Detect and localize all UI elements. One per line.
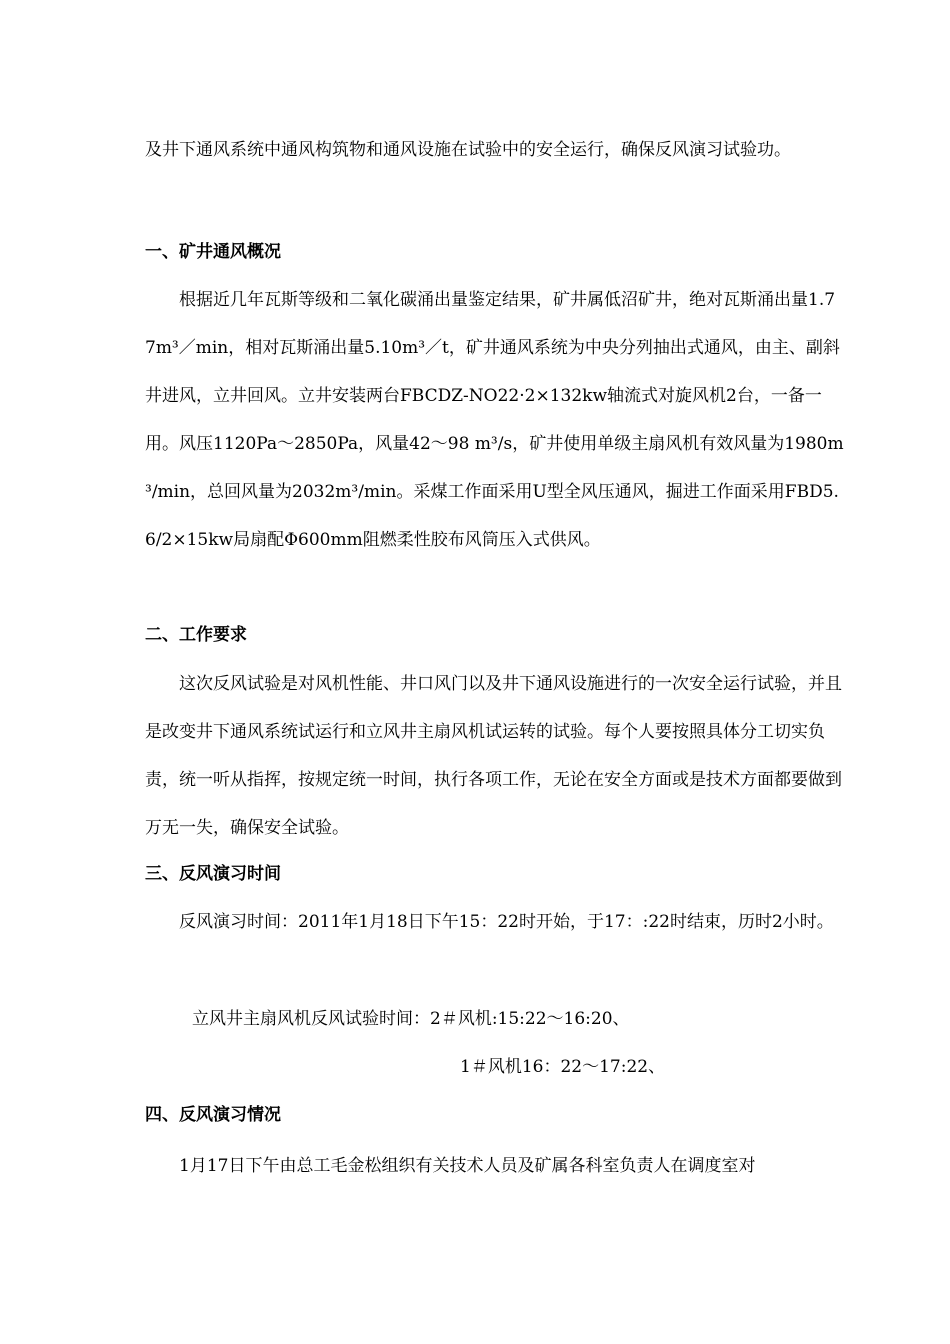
schedule-line-fan-1: 1＃风机16：22～17:22、 [460,1057,666,1077]
section-4-body: 1月17日下午由总工毛金松组织有关技术人员及矿属各科室负责人在调度室对 [179,1156,756,1176]
section-3-body: 反风演习时间：2011年1月18日下午15：22时开始，于17：:22时结束，历时2小时。 [179,912,834,932]
section-2-body: 这次反风试验是对风机性能、井口风门以及井下通风设施进行的一次安全运行试验，并且是改变井下通风系统试运行和立风井主扇风机试运转的试验。每个人要按照具体分工切实负责，统一听从指挥，按规定统一时间，执行各项工作，无论在安全方面或是技术方面都要做到万无一失，确保安全试验。 [145,674,842,838]
section-3-heading: 三、反风演习时间 [145,864,281,884]
section-1-heading: 一、矿井通风概况 [145,242,281,262]
section-2-heading: 二、工作要求 [145,625,247,645]
intro-paragraph: 及井下通风系统中通风构筑物和通风设施在试验中的安全运行，确保反风演习试验功。 [145,140,791,160]
schedule-line-fan-2: 立风井主扇风机反风试验时间：2＃风机:15:22～16:20、 [192,1009,630,1029]
section-1-body: 根据近几年瓦斯等级和二氧化碳涌出量鉴定结果，矿井属低沼矿井，绝对瓦斯涌出量1.77m³／min，相对瓦斯涌出量5.10m³／t，矿井通风系统为中央分列抽出式通风，由主、副斜井进风，立井回风。立井安装两台FBCDZ-NO22·2×132kw轴流式对旋风机2台，一备一用。风压1120Pa～2850Pa，风量42～98 m³/s，矿井使用单级主扇风机有效风量为1980m³/min，总回风量为2032m³/min。采煤工作面采用U型全风压通风，掘进工作面采用FBD5.6/2×15kw局扇配Φ600mm阻燃柔性胶布风筒压入式供风。 [145,290,844,550]
section-4-heading: 四、反风演习情况 [145,1105,281,1125]
